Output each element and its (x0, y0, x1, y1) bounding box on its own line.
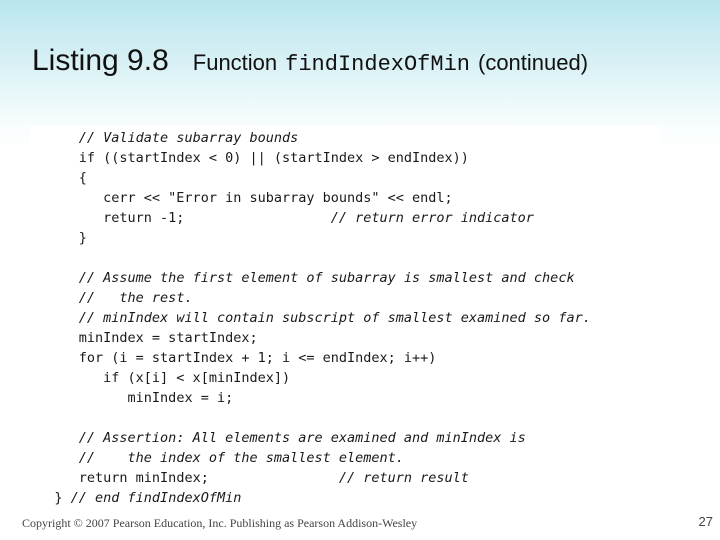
code-line (30, 188, 591, 208)
code-line (30, 268, 591, 288)
code-text: return -1; (103, 210, 331, 226)
code-line (30, 128, 591, 148)
code-comment: // Assertion: All elements are examined and minIndex is (78, 430, 526, 446)
code-text: minIndex = i; (127, 390, 234, 406)
function-word: Function (192, 50, 278, 75)
code-indent (30, 210, 103, 226)
copyright-footer: Copyright © 2007 Pearson Education, Inc. Publishing as Pearson Addison-Wesley (22, 516, 418, 530)
listing-label: Listing 9.8 (32, 44, 169, 77)
code-listing (30, 128, 591, 508)
code-line (30, 248, 591, 268)
code-comment: // Assume the first element of subarray is smallest and check (78, 270, 575, 286)
page-number: 27 (698, 514, 713, 529)
code-line (30, 428, 591, 448)
code-panel (30, 126, 660, 506)
code-indent (30, 470, 79, 486)
code-line (30, 148, 591, 168)
code-indent (30, 130, 79, 146)
code-line (30, 168, 591, 188)
code-text: for (i = startIndex + 1; i <= endIndex; i++) (78, 350, 437, 366)
code-text: minIndex = startIndex; (78, 330, 258, 346)
code-comment: // end findIndexOfMin (70, 490, 242, 506)
code-indent (30, 270, 79, 286)
code-indent (30, 330, 79, 346)
function-name: findIndexOfMin (285, 52, 470, 77)
code-text: if (x[i] < x[minIndex]) (103, 370, 291, 386)
code-indent (30, 350, 79, 366)
code-comment: // return error indicator (330, 210, 534, 226)
code-line (30, 308, 591, 328)
code-line (30, 328, 591, 348)
code-comment: // return result (338, 470, 469, 486)
code-text: { (78, 170, 87, 186)
code-text: } (78, 230, 87, 246)
code-indent (30, 430, 79, 446)
code-text: cerr << "Error in subarray bounds" << endl; (103, 190, 453, 206)
code-line (30, 408, 591, 428)
code-comment: // Validate subarray bounds (78, 130, 299, 146)
code-line (30, 288, 591, 308)
title-suffix: (continued) (478, 50, 589, 75)
code-indent (30, 150, 79, 166)
code-indent (30, 190, 103, 206)
code-comment: // the rest. (78, 290, 193, 306)
code-indent (30, 450, 79, 466)
code-indent (30, 170, 79, 186)
slide-title (32, 44, 588, 84)
code-line (30, 448, 591, 468)
code-line (30, 228, 591, 248)
code-comment: // the index of the smallest element. (78, 450, 404, 466)
code-text: if ((startIndex < 0) || (startIndex > endIndex)) (78, 150, 469, 166)
code-indent (30, 230, 79, 246)
code-indent (30, 490, 54, 506)
code-line (30, 388, 591, 408)
code-text: return minIndex; (78, 470, 339, 486)
code-text: } (54, 490, 71, 506)
code-comment: // minIndex will contain subscript of smallest examined so far. (78, 310, 591, 326)
code-indent (30, 290, 79, 306)
code-indent (30, 390, 128, 406)
code-line (30, 368, 591, 388)
code-line (30, 348, 591, 368)
code-line (30, 468, 591, 488)
code-line (30, 488, 591, 508)
code-indent (30, 310, 79, 326)
code-line (30, 208, 591, 228)
code-indent (30, 370, 103, 386)
